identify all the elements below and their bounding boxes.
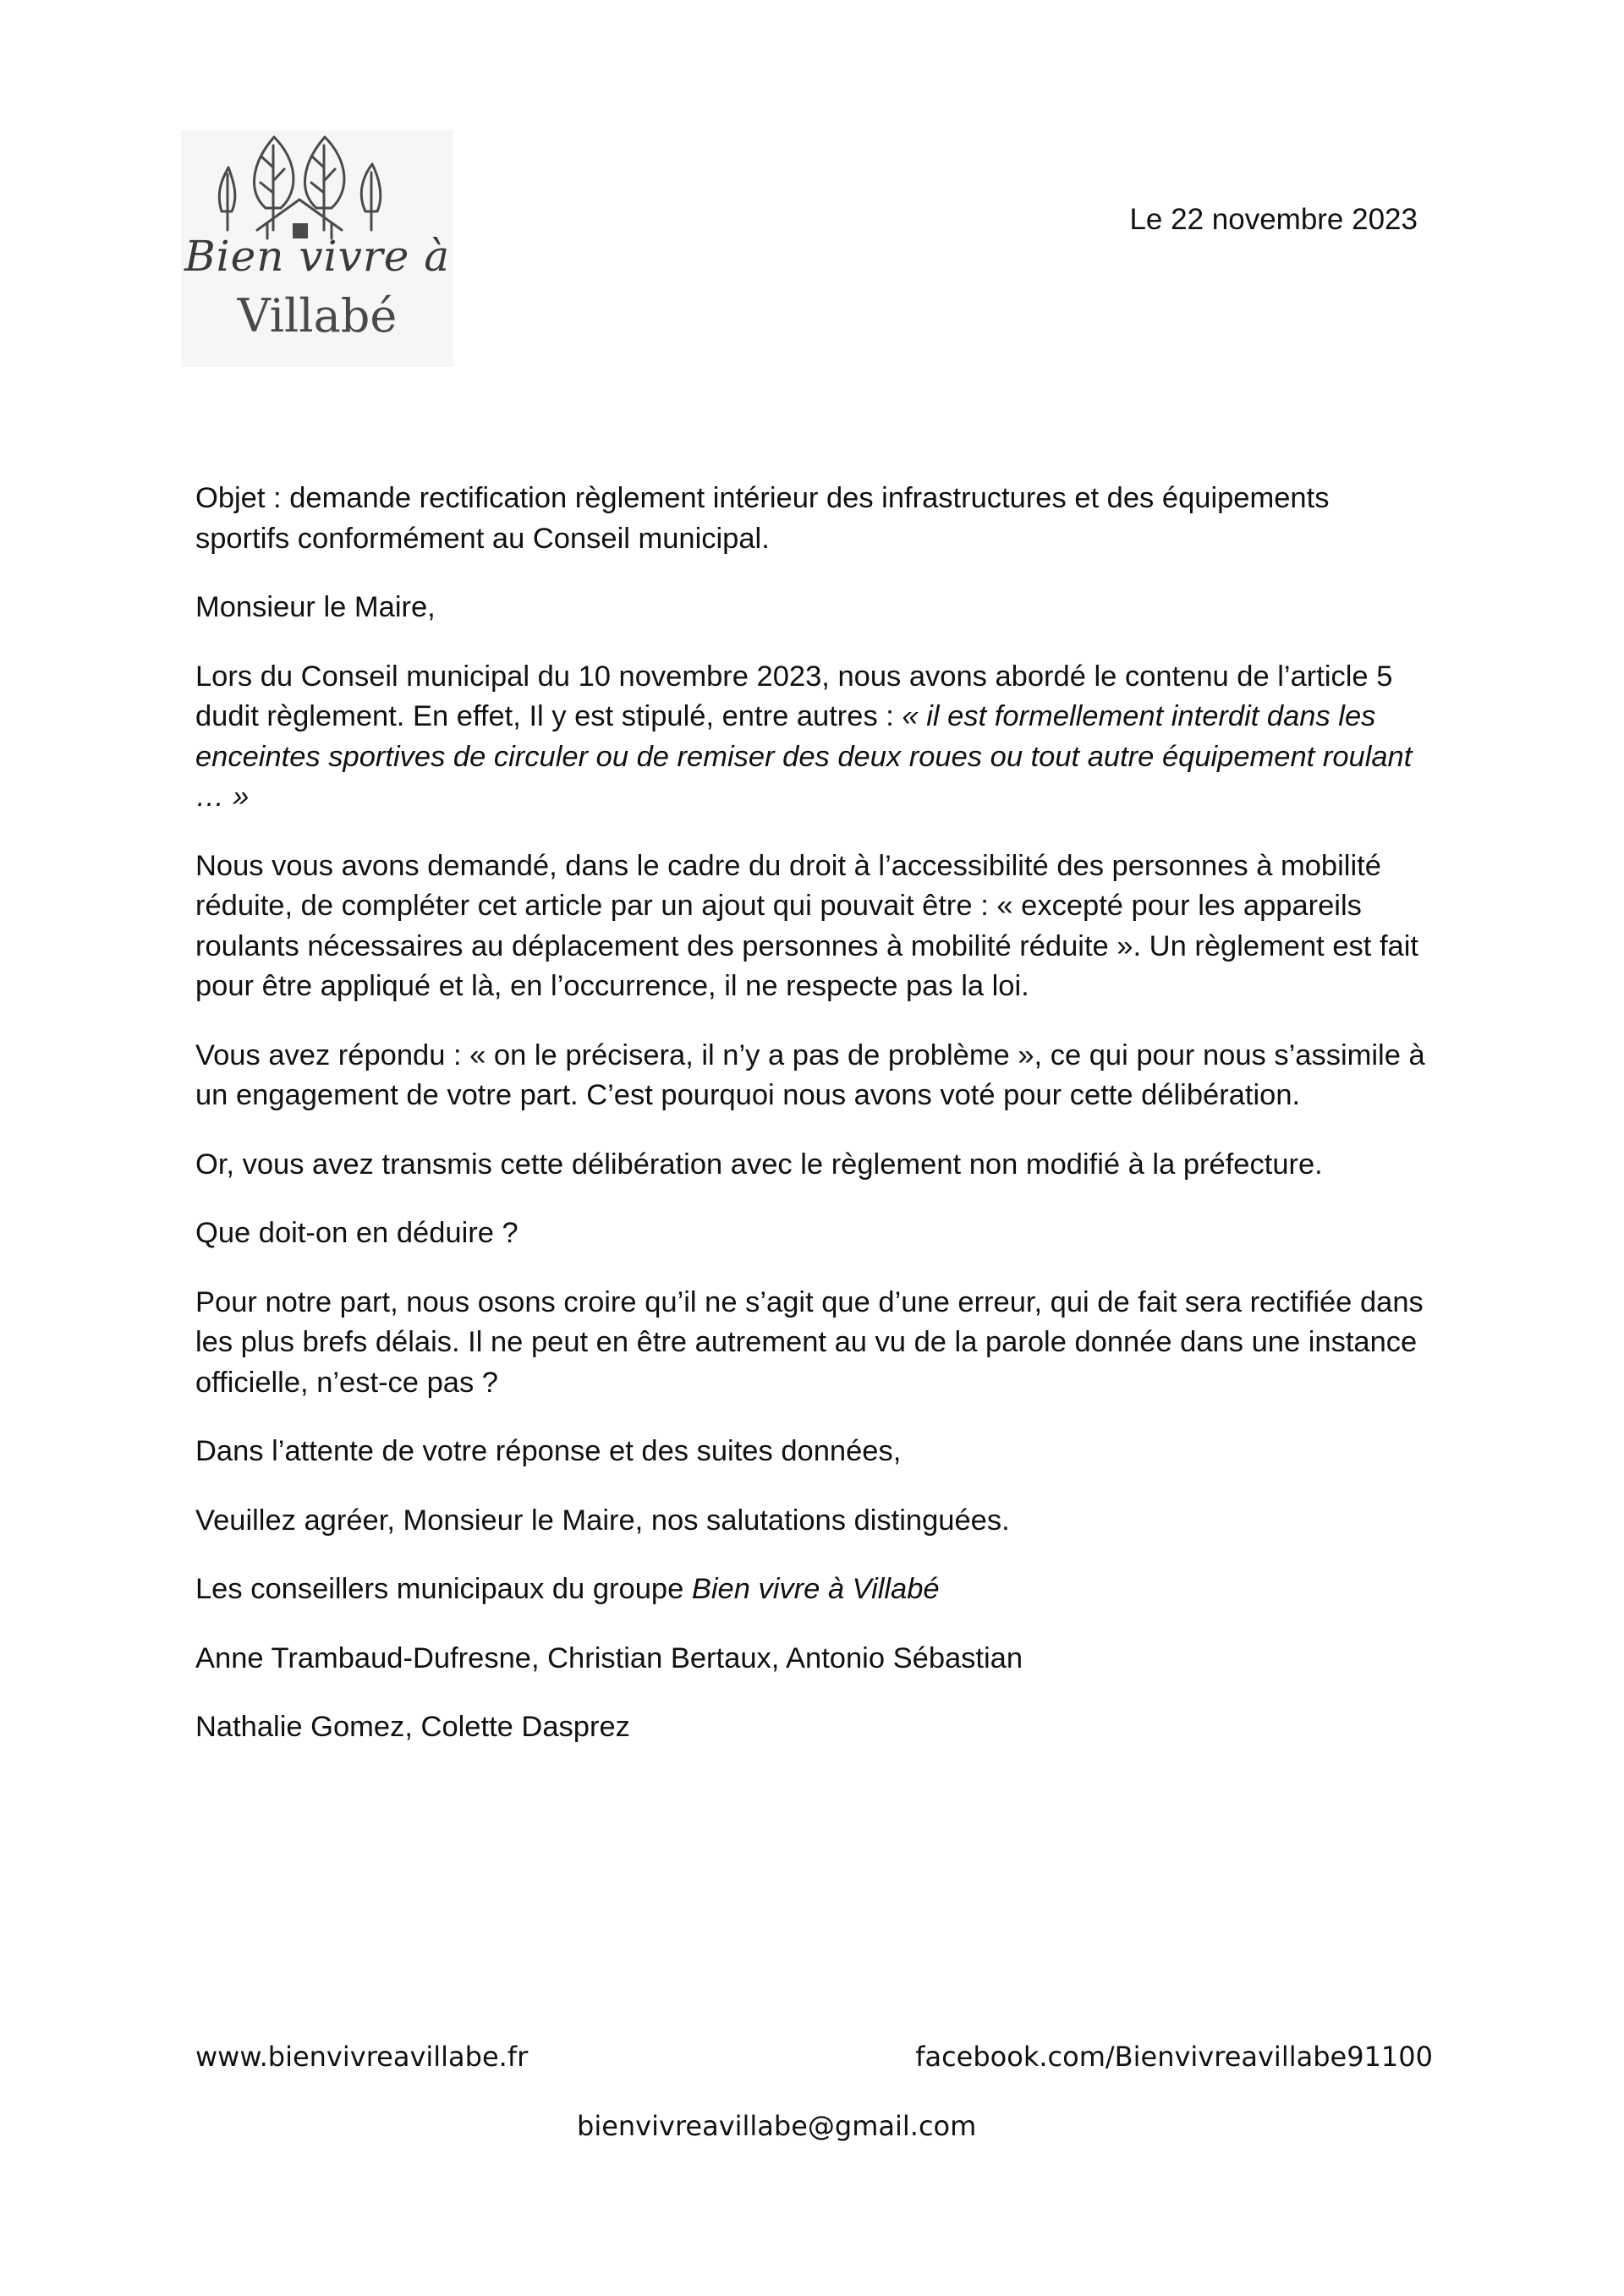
footer-facebook-link[interactable]: facebook.com/Bienvivreavillabe91100 <box>915 2041 1433 2073</box>
paragraph-2: Nous vous avons demandé, dans le cadre du droit à l’accessibilité des personnes à mobilité réduite, de compléter cet article par un ajout qui pouvait être : « excepté pour les appareils roulants nécessaires au déplacement des personnes à mobilité réduite ». Un règlement est fait pour être appliqué et là, en l’occurrence, il ne respecte pas la loi. <box>195 849 1418 1002</box>
signature-group <box>195 1570 1430 1610</box>
letter-body <box>195 479 1430 1777</box>
paragraph-1 <box>195 657 1430 818</box>
group-name: Bien vivre à Villabé <box>691 1573 940 1605</box>
footer-email-link[interactable]: bienvivreavillabe@gmail.com <box>577 2110 977 2142</box>
paragraph-3: Vous avez répondu : « on le précisera, il n’y a pas de problème », ce qui pour nous s’assimile à un engagement de votre part. C’est pourquoi nous avons voté pour cette délibération. <box>195 1038 1425 1111</box>
logo-script-text: Bien vivre à <box>184 232 451 281</box>
article-quote: « il est formellement interdit dans les enceintes sportives de circuler ou de remiser des deux roues ou tout autre équipement roulant … » <box>195 700 1413 813</box>
paragraph-4: Or, vous avez transmis cette délibération avec le règlement non modifié à la préfecture. <box>195 1148 1323 1181</box>
letter-date: Le 22 novembre 2023 <box>1129 203 1418 236</box>
paragraph-6: Pour notre part, nous osons croire qu’il ne s’agit que d’une erreur, qui de fait sera rectifiée dans les plus brefs délais. Il ne peut en être autrement au vu de la parole donnée dans une instance officielle, n’est-ce pas ? <box>195 1285 1424 1399</box>
paragraph-5: Que doit-on en déduire ? <box>195 1217 518 1249</box>
signatories-line-1: Anne Trambaud-Dufresne, Christian Bertaux, Antonio Sébastian <box>195 1641 1023 1674</box>
logo-name-text: Villabé <box>237 289 398 342</box>
letter-subject: Objet : demande rectification règlement intérieur des infrastructures et des équipements sportifs conformément au Conseil municipal. <box>195 482 1330 555</box>
paragraph-7: Dans l’attente de votre réponse et des suites données, <box>195 1435 902 1467</box>
signatories-line-2: Nathalie Gomez, Colette Dasprez <box>195 1711 630 1743</box>
closing-formula: Veuillez agréer, Monsieur le Maire, nos salutations distinguées. <box>195 1504 1010 1537</box>
letter-salutation: Monsieur le Maire, <box>195 591 436 623</box>
paragraph-1-text: Lors du Conseil municipal du 10 novembre 2023, nous avons abordé le contenu de l’article 5 dudit règlement. En effet, Il y est stipulé, entre autres : <box>195 660 1393 732</box>
trees-house-icon <box>181 130 453 249</box>
logo <box>181 130 453 367</box>
signature-group-text: Les conseillers municipaux du groupe <box>195 1573 692 1605</box>
footer-website-link[interactable]: www.bienvivreavillabe.fr <box>195 2041 529 2073</box>
